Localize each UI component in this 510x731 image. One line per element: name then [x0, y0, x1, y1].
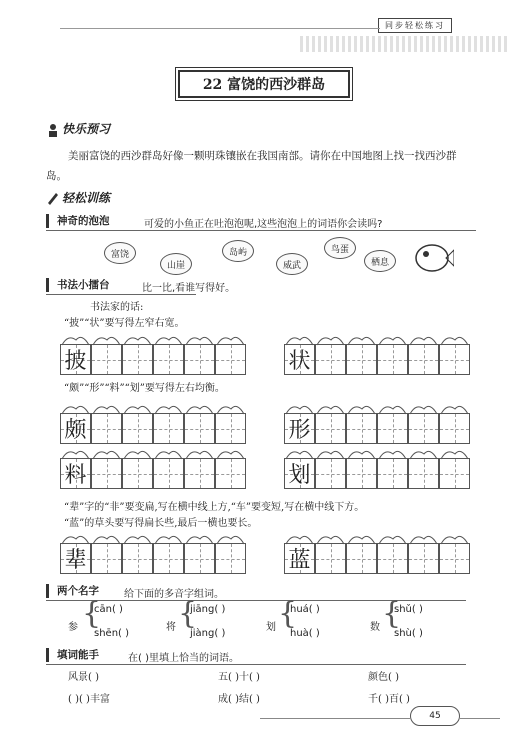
polyphone-reading[interactable]: jiāng( )	[190, 604, 226, 615]
cell-hat-decoration	[346, 400, 377, 414]
fill-item[interactable]: 颜色( )	[368, 672, 399, 683]
calligraphy-tag: 书法小擂台	[46, 278, 110, 292]
pencil-icon	[46, 190, 60, 204]
bubble-word: 富饶	[104, 242, 136, 264]
practice-cell[interactable]	[153, 344, 184, 375]
cell-hat-decoration	[60, 331, 91, 345]
page-number: 45	[410, 706, 460, 726]
practice-cell[interactable]	[439, 543, 470, 574]
practice-cell[interactable]	[377, 344, 408, 375]
cell-hat-decoration	[377, 445, 408, 459]
fill-item[interactable]: ( )( )丰富	[68, 694, 110, 705]
practice-cell[interactable]	[439, 458, 470, 489]
cell-hat-decoration	[60, 400, 91, 414]
cell-hat-decoration	[439, 445, 470, 459]
practice-cell[interactable]	[346, 344, 377, 375]
polyphone-reading[interactable]: cān( )	[94, 604, 123, 615]
polyphone-reading[interactable]: huà( )	[290, 628, 320, 639]
model-character: 形	[288, 418, 311, 443]
cell-hat-decoration	[215, 530, 246, 544]
model-character-cell	[284, 458, 315, 489]
model-character: 状	[288, 349, 311, 374]
cell-hat-decoration	[439, 331, 470, 345]
fill-item[interactable]: 五( )十( )	[218, 672, 260, 683]
cell-hat-decoration	[315, 400, 346, 414]
polyphone-reading[interactable]: shǔ( )	[394, 604, 423, 615]
cell-hat-decoration	[284, 400, 315, 414]
practice-cell[interactable]	[315, 344, 346, 375]
model-character-cell	[284, 543, 315, 574]
cell-hat-decoration	[184, 400, 215, 414]
cell-hat-decoration	[284, 530, 315, 544]
fish-icon	[410, 236, 454, 280]
fillwords-tag: 填词能手	[46, 648, 99, 662]
practice-cell[interactable]	[408, 413, 439, 444]
cell-hat-decoration	[184, 331, 215, 345]
cell-hat-decoration	[153, 445, 184, 459]
lesson-title: 22 富饶的西沙群岛	[178, 70, 350, 98]
header-rule	[60, 28, 380, 29]
cell-hat-decoration	[215, 400, 246, 414]
polyphone-reading[interactable]: shù( )	[394, 628, 423, 639]
section-heading-training: 轻松训练	[62, 191, 111, 205]
practice-cell[interactable]	[315, 413, 346, 444]
calligraphy-intro: 书法家的话:	[90, 302, 144, 313]
practice-cell[interactable]	[184, 413, 215, 444]
practice-cell[interactable]	[315, 458, 346, 489]
bubbles-rule	[46, 230, 476, 231]
fillwords-rule	[46, 664, 466, 665]
bubble-word: 鸟蛋	[324, 237, 356, 259]
cell-hat-decoration	[122, 400, 153, 414]
practice-cell[interactable]	[215, 458, 246, 489]
section-heading-preview: 快乐预习	[62, 122, 111, 136]
polyphone-reading[interactable]: jiàng( )	[190, 628, 226, 639]
fill-item[interactable]: 成( )结( )	[218, 694, 260, 705]
model-character: 辈	[64, 548, 87, 573]
practice-cell[interactable]	[346, 543, 377, 574]
practice-cell[interactable]	[122, 344, 153, 375]
bubbles-tag: 神奇的泡泡	[46, 214, 110, 228]
bubble-word: 岛屿	[222, 240, 254, 262]
practice-cell[interactable]	[377, 458, 408, 489]
practice-cell[interactable]	[408, 458, 439, 489]
bubble-word: 山崖	[160, 253, 192, 275]
model-character: 披	[64, 349, 87, 374]
cell-hat-decoration	[91, 445, 122, 459]
polyphone-char: 将	[166, 622, 176, 633]
practice-cell[interactable]	[153, 458, 184, 489]
model-character: 颇	[64, 418, 87, 443]
cell-hat-decoration	[122, 445, 153, 459]
cell-hat-decoration	[408, 400, 439, 414]
footer-rule	[460, 718, 500, 719]
practice-cell[interactable]	[215, 543, 246, 574]
cell-hat-decoration	[439, 400, 470, 414]
practice-cell[interactable]	[408, 344, 439, 375]
brace: {	[382, 596, 402, 631]
model-character-cell	[284, 344, 315, 375]
practice-cell[interactable]	[377, 413, 408, 444]
cell-hat-decoration	[60, 530, 91, 544]
calligraphy-rule	[46, 294, 196, 295]
calligraphy-note: “颇”“形”“料”“划”要写得左右均衡。	[64, 383, 225, 394]
practice-cell[interactable]	[153, 413, 184, 444]
cell-hat-decoration	[215, 445, 246, 459]
practice-cell[interactable]	[377, 543, 408, 574]
cell-hat-decoration	[153, 400, 184, 414]
practice-cell[interactable]	[408, 543, 439, 574]
polyphone-reading[interactable]: huá( )	[290, 604, 320, 615]
polyphone-char: 数	[370, 622, 380, 633]
cell-hat-decoration	[60, 445, 91, 459]
practice-cell[interactable]	[439, 344, 470, 375]
practice-cell[interactable]	[122, 543, 153, 574]
practice-cell[interactable]	[91, 543, 122, 574]
cell-hat-decoration	[346, 530, 377, 544]
cell-hat-decoration	[153, 530, 184, 544]
polyphones-rule	[46, 600, 466, 601]
model-character: 划	[288, 463, 311, 488]
polyphones-tag: 两个名字	[46, 584, 99, 598]
preview-text: 美丽富饶的西沙群岛好像一颗明珠镶嵌在我国南部。请你在中国地图上找一找西沙群岛。	[46, 150, 457, 182]
practice-cell[interactable]	[346, 413, 377, 444]
cell-hat-decoration	[377, 530, 408, 544]
bubble-word: 栖息	[364, 250, 396, 272]
practice-cell[interactable]	[91, 458, 122, 489]
header-pattern	[300, 36, 510, 52]
model-character-cell	[60, 458, 91, 489]
practice-cell[interactable]	[184, 344, 215, 375]
cell-hat-decoration	[122, 331, 153, 345]
reader-icon	[46, 122, 60, 136]
cell-hat-decoration	[122, 530, 153, 544]
calligraphy-prompt: 比一比,看谁写得好。	[142, 283, 236, 294]
fillwords-prompt: 在( )里填上恰当的词语。	[128, 653, 239, 664]
model-character-cell	[60, 413, 91, 444]
practice-cell[interactable]	[153, 543, 184, 574]
calligraphy-note: “辈”字的“非”要变扁,写在横中线上方,“车”要变短,写在横中线下方。	[64, 502, 365, 513]
calligraphy-note: “披”“状”要写得左窄右宽。	[64, 318, 185, 329]
cell-hat-decoration	[315, 445, 346, 459]
practice-cell[interactable]	[184, 543, 215, 574]
model-character: 料	[64, 463, 87, 488]
practice-cell[interactable]	[184, 458, 215, 489]
cell-hat-decoration	[346, 445, 377, 459]
fill-item[interactable]: 千( )百( )	[368, 694, 410, 705]
model-character-cell	[284, 413, 315, 444]
practice-cell[interactable]	[215, 344, 246, 375]
polyphone-char: 参	[68, 622, 78, 633]
cell-hat-decoration	[184, 530, 215, 544]
polyphone-reading[interactable]: shēn( )	[94, 628, 130, 639]
practice-cell[interactable]	[122, 458, 153, 489]
practice-cell[interactable]	[439, 413, 470, 444]
polyphones-prompt: 给下面的多音字组词。	[124, 589, 224, 600]
fill-item[interactable]: 风景( )	[68, 672, 99, 683]
bubbles-prompt: 可爱的小鱼正在吐泡泡呢,这些泡泡上的词语你会读吗?	[144, 219, 383, 230]
cell-hat-decoration	[377, 400, 408, 414]
cell-hat-decoration	[408, 530, 439, 544]
practice-cell[interactable]	[215, 413, 246, 444]
practice-cell[interactable]	[91, 344, 122, 375]
practice-cell[interactable]	[315, 543, 346, 574]
brace: {	[178, 596, 198, 631]
cell-hat-decoration	[91, 400, 122, 414]
cell-hat-decoration	[408, 445, 439, 459]
cell-hat-decoration	[439, 530, 470, 544]
cell-hat-decoration	[315, 331, 346, 345]
cell-hat-decoration	[184, 445, 215, 459]
cell-hat-decoration	[377, 331, 408, 345]
cell-hat-decoration	[153, 331, 184, 345]
brace: {	[82, 596, 102, 631]
brace: {	[278, 596, 298, 631]
cell-hat-decoration	[346, 331, 377, 345]
cell-hat-decoration	[91, 530, 122, 544]
cell-hat-decoration	[408, 331, 439, 345]
cell-hat-decoration	[215, 331, 246, 345]
series-label: 同步轻松练习	[378, 18, 452, 33]
cell-hat-decoration	[91, 331, 122, 345]
calligraphy-note: “蓝”的草头要写得扁长些,最后一横也要长。	[64, 518, 258, 529]
practice-cell[interactable]	[122, 413, 153, 444]
practice-cell[interactable]	[91, 413, 122, 444]
footer-rule	[260, 718, 410, 719]
cell-hat-decoration	[284, 331, 315, 345]
cell-hat-decoration	[284, 445, 315, 459]
model-character-cell	[60, 543, 91, 574]
model-character-cell	[60, 344, 91, 375]
model-character: 蓝	[288, 548, 311, 573]
practice-cell[interactable]	[346, 458, 377, 489]
cell-hat-decoration	[315, 530, 346, 544]
bubble-word: 威武	[276, 253, 308, 275]
polyphone-char: 划	[266, 622, 276, 633]
